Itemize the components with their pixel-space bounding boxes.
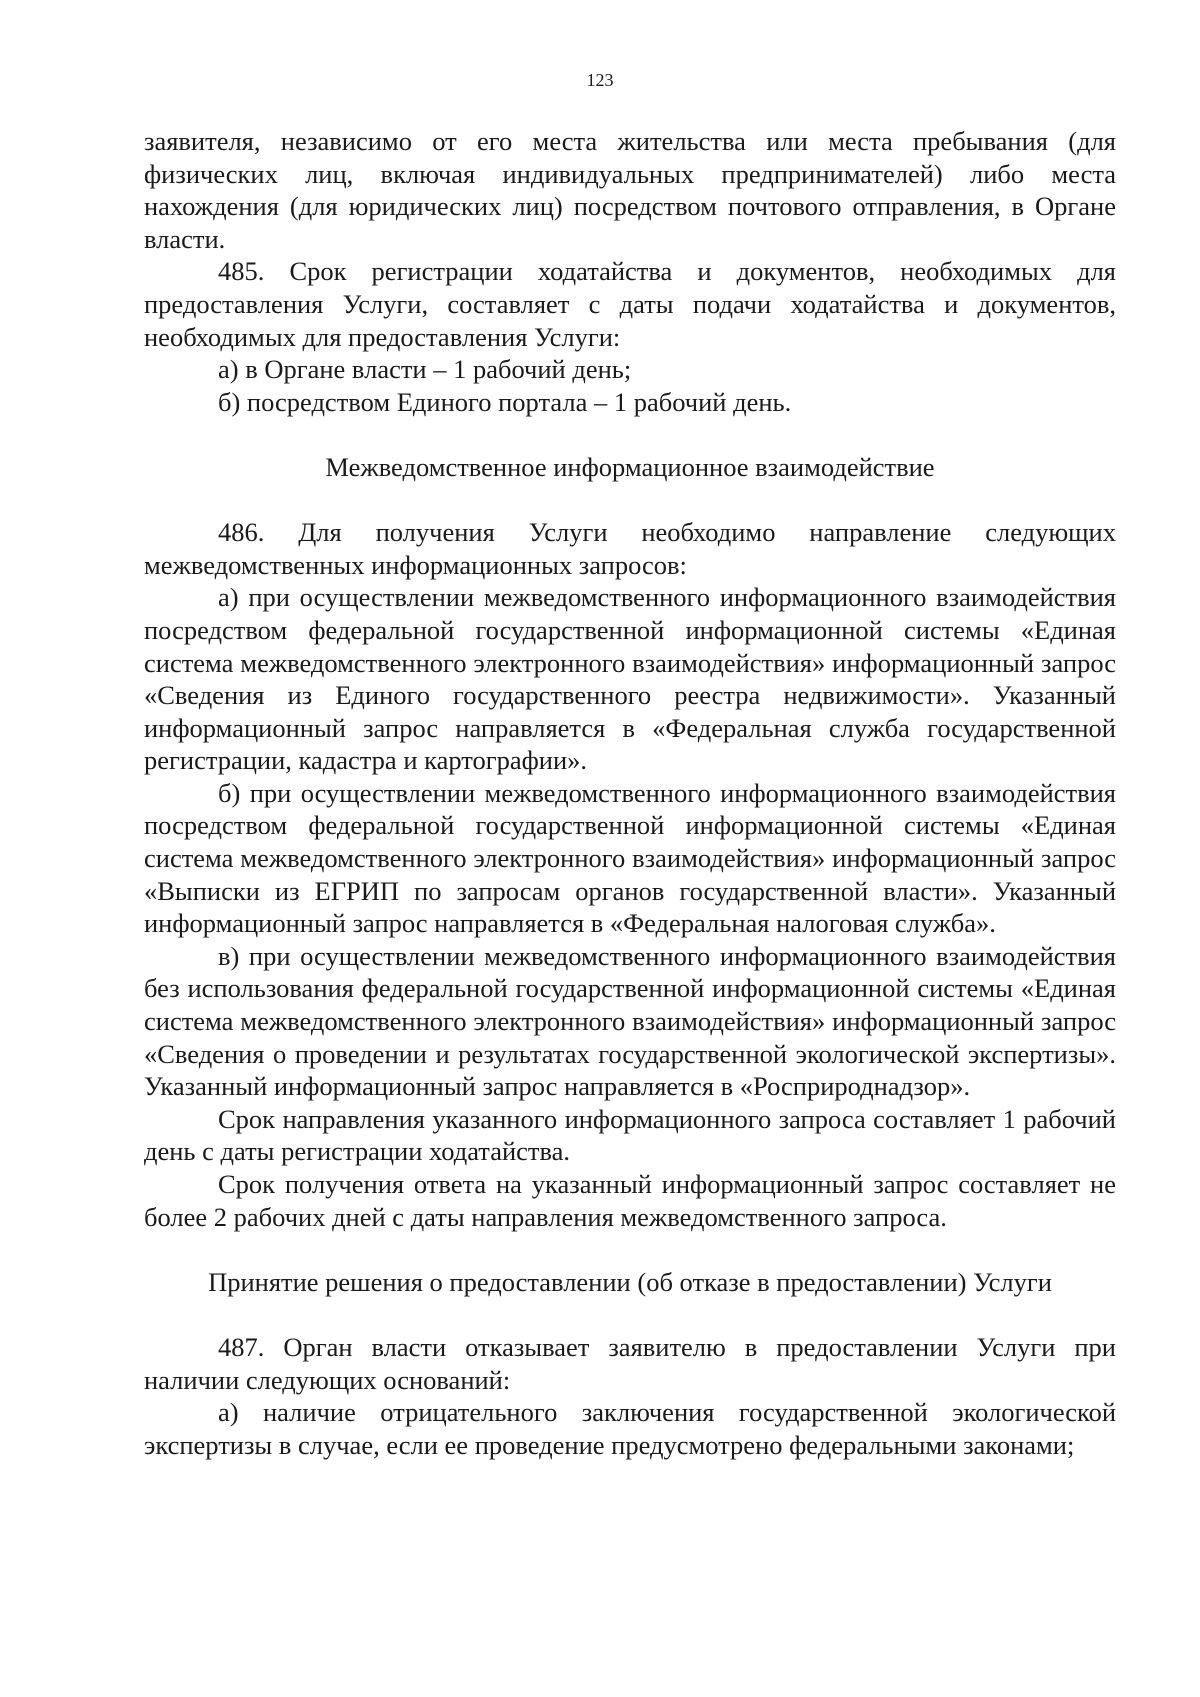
spacer <box>144 1233 1116 1266</box>
paragraph-485-b: б) посредством Единого портала – 1 рабочий день. <box>218 386 792 417</box>
section-heading-interagency: Межведомственное информационное взаимодействие <box>325 451 935 482</box>
document-body <box>144 125 1116 1461</box>
paragraph-485: 485. Срок регистрации ходатайства и документов, необходимых для предоставления Услуги, составляет с даты подачи ходатайства и документов, необходимых для предоставления Услуги: <box>144 256 1116 352</box>
paragraph-487-a: а) наличие отрицательного заключения государственной экологической экспертизы в случае, если ее проведение предусмотрено федеральными законами; <box>144 1397 1116 1460</box>
paragraph-486-deadline-receive: Срок получения ответа на указанный информационный запрос составляет не более 2 рабочих дней с даты направления межведомственного запроса. <box>144 1169 1116 1232</box>
paragraph-486-c: в) при осуществлении межведомственного информационного взаимодействия без использования федеральной государственной информационной системы «Единая система межведомственного электронного взаимодействия» информационный запрос «Сведения о проведении и результатах государственной экологической экспертизы». Указанный информационный запрос направляется в «Росприроднадзор». <box>144 940 1116 1102</box>
paragraph-487: 487. Орган власти отказывает заявителю в предоставлении Услуги при наличии следующих оснований: <box>144 1331 1116 1395</box>
paragraph-485-a: а) в Органе власти – 1 рабочий день; <box>218 354 632 385</box>
page-number: 123 <box>586 70 614 90</box>
spacer <box>144 484 1116 517</box>
paragraph-486: 486. Для получения Услуги необходимо направление следующих межведомственных информационных запросов: <box>144 517 1116 580</box>
paragraph-continuation: заявителя, независимо от его места жительства или места пребывания (для физических лиц, включая индивидуальных предпринимателей) либо места нахождения (для юридических лиц) посредством почтового отправления, в Органе власти. <box>144 126 1116 254</box>
spacer <box>144 1298 1116 1331</box>
paragraph-486-a: а) при осуществлении межведомственного информационного взаимодействия посредством федеральной государственной информационной системы «Единая система межведомственного электронного взаимодействия» информационный запрос «Сведения из Единого государственного реестра недвижимости». Указанный информационный запрос направляется в «Федеральная служба государственной регистрации, кадастра и картографии». <box>144 582 1116 776</box>
section-heading-decision: Принятие решения о предоставлении (об отказе в предоставлении) Услуги <box>208 1266 1052 1297</box>
paragraph-486-deadline-send: Срок направления указанного информационного запроса составляет 1 рабочий день с даты регистрации ходатайства. <box>144 1103 1116 1167</box>
spacer <box>144 418 1116 451</box>
paragraph-486-b: б) при осуществлении межведомственного информационного взаимодействия посредством федеральной государственной информационной системы «Единая система межведомственного электронного взаимодействия» информационный запрос «Выписки из ЕГРИП по запросам органов государственной власти». Указанный информационный запрос направляется в «Федеральная налоговая служба». <box>144 777 1116 939</box>
